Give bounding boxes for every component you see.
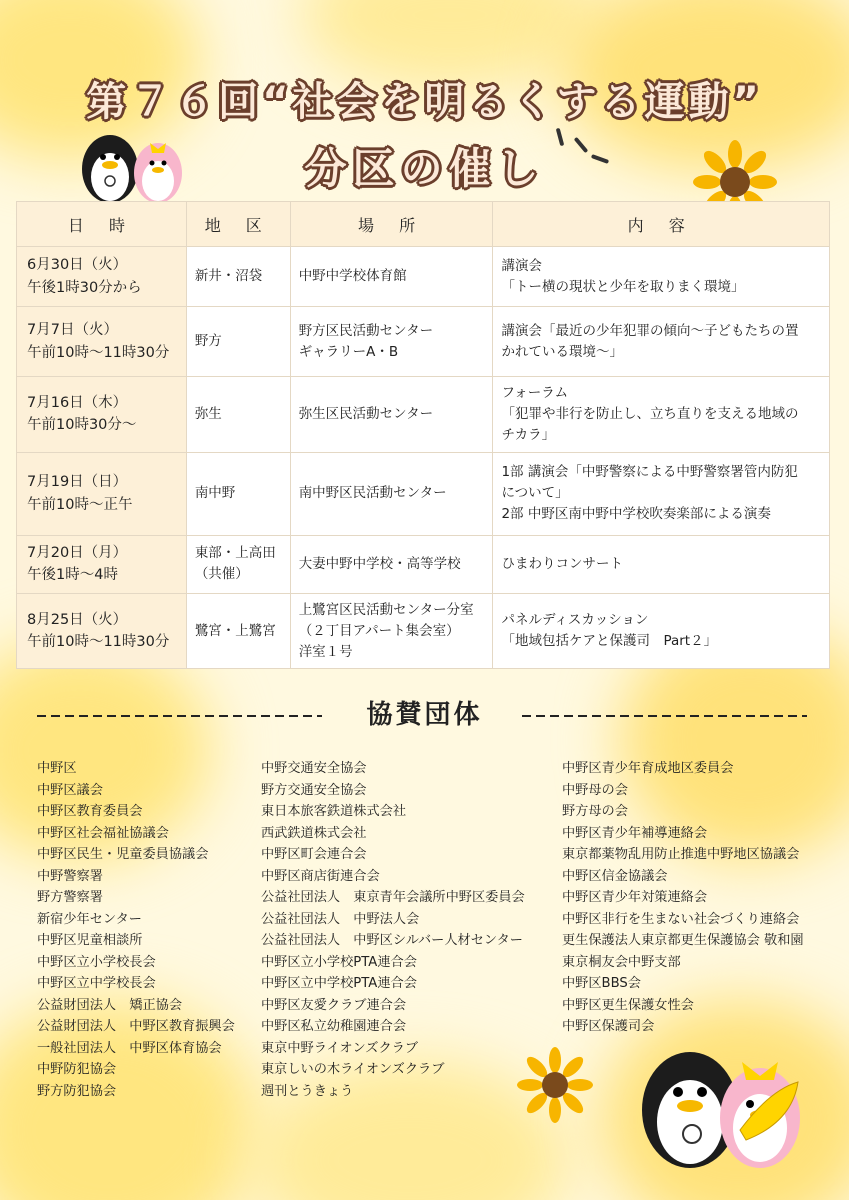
sponsor-item: 公益社団法人 東京青年会議所中野区委員会 [261,890,525,905]
sponsor-item: 公益社団法人 中野法人会 [261,911,420,927]
cell-line: 洋室１号 [298,643,353,660]
date-cell [17,377,187,453]
content-cell [493,377,830,453]
place-cell [290,593,493,669]
sponsor-item: 西武鉄道株式会社 [261,825,367,841]
cell-line: 「犯罪や非行を防止し、立ち直りを支える地域の [501,405,799,422]
cell-line: 南中野 [194,485,236,502]
sponsor-item: 中野区青少年対策連絡会 [562,890,708,905]
place-cell [290,452,493,535]
district-cell [186,593,290,669]
sponsor-item: 東京桐友会中野支部 [562,954,681,970]
sponsor-item: 公益社団法人 中野区シルバー人材センター [261,933,523,948]
cell-line: 弥生 [194,405,222,422]
sponsor-item: 公益財団法人 中野区教育振興会 [37,1019,235,1034]
sponsor-item: 中野区 [37,761,77,776]
table-row [17,307,830,377]
place-cell [290,247,493,307]
sponsors-heading: 協賛団体 [366,700,483,730]
date-cell [17,247,187,307]
cell-line: 講演会 [501,257,542,274]
sponsor-item: 週刊とうきょう [261,1083,354,1099]
sponsor-item: 中野区児童相談所 [37,933,143,948]
sponsors-column-3 [562,758,804,1038]
sponsor-item: 中野区商店街連合会 [261,868,380,884]
sponsor-item: 東京中野ライオンズクラブ [261,1040,419,1056]
sponsor-item: 野方警察署 [37,890,103,905]
cell-line: 午後1時30分から [27,279,142,296]
table-row [17,377,830,453]
sponsor-item: 中野区私立幼稚園連合会 [261,1019,407,1034]
sponsor-item: 中野区青少年育成地区委員会 [562,761,734,776]
district-cell [186,247,290,307]
cell-line: パネルディスカッション [501,612,649,629]
sponsor-item: 中野区立小学校長会 [37,954,156,970]
content-cell [493,247,830,307]
cell-line: 6月30日（火） [27,257,128,274]
cell-line: （共催） [194,566,249,583]
cell-line: 7月7日（火） [27,322,118,339]
header-place: 場 所 [290,202,493,247]
cell-line: 大妻中野中学校・高等学校 [298,555,461,572]
sponsor-item: 中野警察署 [37,868,103,884]
sponsor-item: 中野区町会連合会 [261,847,367,862]
place-cell [290,307,493,377]
events-table [16,201,830,669]
heading-divider-left [37,715,322,717]
sponsor-item: 野方交通安全協会 [261,782,367,798]
header-district: 地 区 [186,202,290,247]
heading-divider-right [522,715,807,717]
sponsor-item: 東日本旅客鉄道株式会社 [261,804,407,819]
sponsor-item: 東京しいの木ライオンズクラブ [261,1062,445,1077]
date-cell [17,452,187,535]
cell-line: 午後1時～4時 [27,567,118,584]
cell-line: 午前10時～11時30分 [27,344,170,361]
sponsor-item: 公益財団法人 矯正協会 [37,997,183,1013]
cell-line: 野方区民活動センター [298,322,434,339]
table-row [17,535,830,593]
place-cell [290,535,493,593]
cell-line: 東部・上高田 [194,545,276,562]
cell-line: ギャラリーA・B [298,343,399,360]
sponsors-column-2 [261,758,525,1102]
penguin-mascots-icon [70,125,190,207]
sponsor-item: 中野区BBS会 [562,976,641,991]
sponsor-item: 中野区議会 [37,782,103,798]
sponsor-item: 中野区民生・児童委員協議会 [37,847,209,862]
cell-line: 鷺宮・上鷺宮 [194,622,276,639]
sponsor-item: 中野区保護司会 [562,1019,655,1034]
cell-line: 8月25日（火） [27,611,128,628]
sponsor-item: 野方母の会 [562,804,628,819]
cell-line: 午前10時～正午 [27,496,133,513]
sponsor-item: 中野区更生保護女性会 [562,997,694,1013]
cell-line: について」 [501,485,569,502]
date-cell [17,307,187,377]
sponsor-item: 中野区立中学校長会 [37,976,156,991]
cell-line: 中野中学校体育館 [298,268,407,285]
cell-line: 「地域包括ケアと保護司 Part２」 [501,633,718,650]
content-cell [493,535,830,593]
sponsor-item: 中野区友愛クラブ連合会 [261,997,407,1013]
cell-line: 講演会「最近の少年犯罪の傾向～子どもたちの置 [501,322,799,339]
cell-line: 「トー横の現状と少年を取りまく環境」 [501,278,745,295]
cell-line: 7月16日（木） [27,394,128,411]
sponsors-column-1 [37,758,235,1102]
table-row [17,452,830,535]
sponsor-item: 中野区青少年補導連絡会 [562,825,708,841]
district-cell [186,307,290,377]
sponsor-item: 中野母の会 [562,782,628,798]
sponsor-item: 新宿少年センター [37,911,142,927]
sponsor-item: 中野区非行を生まない社会づくり連絡会 [562,911,800,927]
sponsor-item: 中野区教育委員会 [37,804,143,819]
title-line-2: 分区の催し [304,144,545,193]
cell-line: 上鷺宮区民活動センター分室 [298,601,474,618]
sponsor-item: 中野防犯協会 [37,1062,117,1077]
cell-line: 南中野区民活動センター [298,485,447,502]
sponsor-item: 中野区立小学校PTA連合会 [261,954,417,970]
content-cell [493,593,830,669]
table-row [17,247,830,307]
content-cell [493,452,830,535]
sponsor-item: 野方防犯協会 [37,1083,117,1099]
sponsor-item: 更生保護法人東京都更生保護協会 敬和園 [562,933,804,948]
cell-line: 野方 [194,333,222,350]
title-line-1: 第７６回“社会を明るくする運動” [86,79,763,125]
cell-line: （２丁目アパート集会室） [298,622,460,639]
sponsor-item: 中野区信金協議会 [562,868,668,884]
cell-line: 午前10時30分～ [27,417,137,434]
cell-line: 1部 講演会「中野警察による中野警察署管内防犯 [501,464,798,481]
sponsor-item: 中野区社会福祉協議会 [37,825,169,841]
cell-line: フォーラム [501,385,569,401]
penguin-mascots-icon [630,1040,810,1175]
date-cell [17,593,187,669]
district-cell [186,377,290,453]
cell-line: 新井・沼袋 [194,268,263,285]
place-cell [290,377,493,453]
cell-line: チカラ」 [501,426,556,443]
sunflower-icon [515,1045,595,1125]
date-cell [17,535,187,593]
cell-line: 7月19日（日） [27,474,128,491]
cell-line: 弥生区民活動センター [298,405,434,422]
sponsor-item: 東京都薬物乱用防止推進中野地区協議会 [562,847,800,862]
cell-line: 7月20日（月） [27,544,128,561]
sponsor-item: 一般社団法人 中野区体育協会 [37,1040,222,1056]
district-cell [186,535,290,593]
cell-line: ひまわりコンサート [501,555,623,572]
cell-line: 2部 中野区南中野中学校吹奏楽部による演奏 [501,506,771,523]
header-datetime: 日 時 [17,202,187,247]
cell-line: 午前10時～11時30分 [27,634,170,651]
sponsor-item: 中野交通安全協会 [261,761,367,776]
table-row [17,593,830,669]
sponsor-item: 中野区立中学校PTA連合会 [261,976,417,991]
district-cell [186,452,290,535]
header-content: 内 容 [493,202,830,247]
cell-line: かれている環境～」 [501,343,623,360]
content-cell [493,307,830,377]
